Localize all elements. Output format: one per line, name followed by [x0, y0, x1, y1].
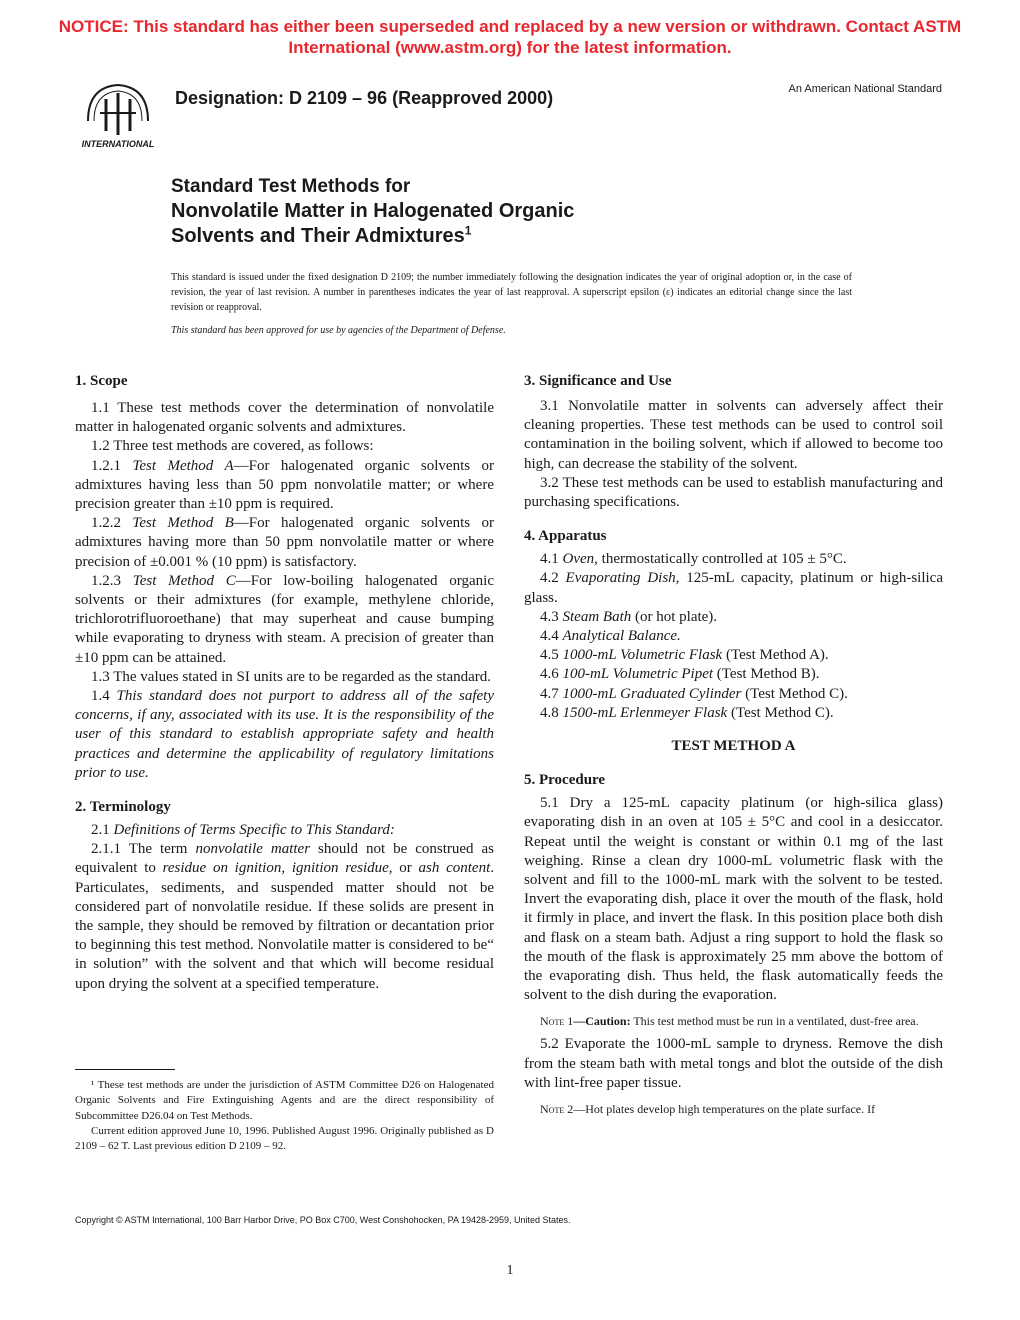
copyright: Copyright © ASTM International, 100 Barr Harbor Drive, PO Box C700, West Conshohocken, PA 19428-2959, United States.	[75, 1215, 571, 1225]
para-1-1: 1.1 These test methods cover the determination of nonvolatile matter in halogenated organic solvents and admixtures.	[75, 400, 494, 436]
astm-logo-icon	[76, 77, 160, 151]
section-5-heading: 5. Procedure	[524, 772, 606, 789]
page-number: 1	[506, 1263, 514, 1278]
test-method-a-heading: TEST METHOD A	[671, 738, 796, 755]
para-3-1: 3.1 Nonvolatile matter in solvents can adversely affect their cleaning properties. These test methods can be used to control soil contamination in the boiling solvent, which if allowed to become too high, can decrease the stability of the solvent.	[524, 398, 943, 472]
designation: Designation: D 2109 – 96 (Reapproved 2000)	[175, 88, 554, 108]
apparatus-item: 4.5 1000-mL Volumetric Flask (Test Method A).	[540, 647, 829, 664]
footnote-rule	[75, 1069, 175, 1070]
para-1-2: 1.2 Three test methods are covered, as follows:	[91, 438, 374, 455]
document-title	[171, 175, 574, 249]
section-2-heading: 2. Terminology	[75, 799, 171, 816]
para-5-1: 5.1 Dry a 125-mL capacity platinum (or high-silica glass) evaporating dish in an oven at 105 ± 5°C and cool in a desiccator. Repeat until the weight is constant or within 0.1 mg of the last weighing. Rinse a clean dry 1000-mL volumetric flask with the solvent and fill to the 1000-mL mark with the solvent to be tested. Invert the evaporating dish, place it over the mouth of the flask, hold it firmly in place, and invert the flask. In this position place both dish and flask on a steam bath. Adjust a ring support to hold the flask so the mouth of the flask is approximately 25 mm above the bottom of the evaporating dish. Thus held, the flask automatically feeds the solvent to the dish during the evaporation.	[524, 795, 943, 1004]
title-line-1: Standard Test Methods for	[171, 176, 411, 197]
apparatus-item: 4.4 Analytical Balance.	[540, 628, 681, 645]
apparatus-item: 4.8 1500-mL Erlenmeyer Flask (Test Method C).	[540, 704, 834, 721]
para-5-2: 5.2 Evaporate the 1000-mL sample to dryness. Remove the dish from the steam bath with metal tongs and blot the outside of the dish with lint-free paper tissue.	[524, 1036, 943, 1091]
para-2-1: 2.1 Definitions of Terms Specific to This Standard:	[91, 822, 395, 839]
para-2-1-1: 2.1.1 The term nonvolatile matter should not be construed as equivalent to residue on ignition, ignition residue, or ash content. Particulates, sediments, and suspended matter should not be considered part of nonvolatile residue. If these solids are present in the sample, they should be removed by filtration or decantation prior to beginning this test method. Nonvolatile matter is considered to be“ in solution” with the solvent and that which will become residual upon drying the solvent at a specified temperature.	[75, 841, 495, 992]
para-1-3: 1.3 The values stated in SI units are to be regarded as the standard.	[91, 668, 492, 685]
footnote	[75, 1078, 494, 1154]
para-3-2: 3.2 These test methods can be used to establish manufacturing and purchasing specifications.	[524, 474, 943, 511]
american-national-standard: An American National Standard	[788, 83, 942, 95]
withdrawn-notice	[0, 16, 1020, 58]
apparatus-item: 4.1 Oven, thermostatically controlled at 105 ± 5°C.	[540, 551, 847, 568]
right-column	[524, 371, 943, 1117]
apparatus-item: 4.2 Evaporating Dish, 125-mL capacity, platinum or high-silica glass.	[524, 570, 944, 606]
note-1: Note 1—Caution: This test method must be run in a ventilated, dust-free area.	[540, 1014, 919, 1029]
note-2: Note 2—Hot plates develop high temperatures on the plate surface. If	[540, 1102, 876, 1117]
section-4-heading: 4. Apparatus	[524, 528, 607, 545]
section-1-heading: 1. Scope	[75, 373, 128, 389]
apparatus-item: 4.7 1000-mL Graduated Cylinder (Test Method C).	[540, 685, 848, 702]
left-column	[75, 371, 494, 994]
apparatus-item: 4.3 Steam Bath (or hot plate).	[540, 608, 718, 625]
apparatus-item: 4.6 100-mL Volumetric Pipet (Test Method B).	[540, 666, 820, 683]
para-1-4: 1.4 This standard does not purport to address all of the safety concerns, if any, associated with its use. It is the responsibility of the user of this standard to establish appropriate safety and health practices and determine the applicability of regulatory limitations prior to use.	[75, 688, 495, 781]
para-1-2-3: 1.2.3 Test Method C—For low-boiling halogenated organic solvents or their admixtures (for example, methylene chloride, trichlorotrifluoroethane) that may superheat and cause bumping while evaporating to dryness with steam. A precision of greater than ±10 ppm can be attained.	[75, 572, 495, 666]
para-1-2-2: 1.2.2 Test Method B—For halogenated organic solvents or admixtures having more than 50 ppm nonvolatile matter or where precision of ±0.001 % (10 ppm) is satisfactory.	[75, 515, 494, 570]
footnote-1: ¹ These test methods are under the jurisdiction of ASTM Committee D26 on Halogenated Organic Solvents and Fire Extinguishing Agents and are the direct responsibility of Subcommittee D26.04 on Test Methods.	[75, 1079, 494, 1122]
issuance-statement: This standard is issued under the fixed designation D 2109; the number immediately following the designation indicates the year of original adoption or, in the case of revision, the year of last revision. A number in parentheses indicates the year of last reapproval. A superscript epsilon (ε) indicates an editorial change since the last revision or reapproval.	[171, 272, 852, 313]
dod-approval: This standard has been approved for use by agencies of the Department of Defense.	[171, 325, 506, 336]
notice-line-1: NOTICE: This standard has either been superseded and replaced by a new version or withdrawn. Contact ASTM	[58, 17, 962, 36]
section-3-heading: 3. Significance and Use	[524, 373, 672, 389]
title-footnote-mark: 1	[464, 223, 472, 238]
title-line-3: Solvents and Their Admixtures	[171, 225, 465, 247]
footnote-2: Current edition approved June 10, 1996. Published August 1996. Originally published as D 2109 – 62 T. Last previous edition D 2109 – 92.	[75, 1124, 494, 1153]
notice-line-2: International (www.astm.org) for the latest information.	[288, 38, 732, 57]
logo-caption: INTERNATIONAL	[81, 139, 155, 149]
para-1-2-1: 1.2.1 Test Method A—For halogenated organic solvents or admixtures having less than 50 ppm nonvolatile matter; or where precision greater than ±10 ppm is required.	[75, 457, 495, 513]
title-line-2: Nonvolatile Matter in Halogenated Organic	[171, 200, 575, 222]
